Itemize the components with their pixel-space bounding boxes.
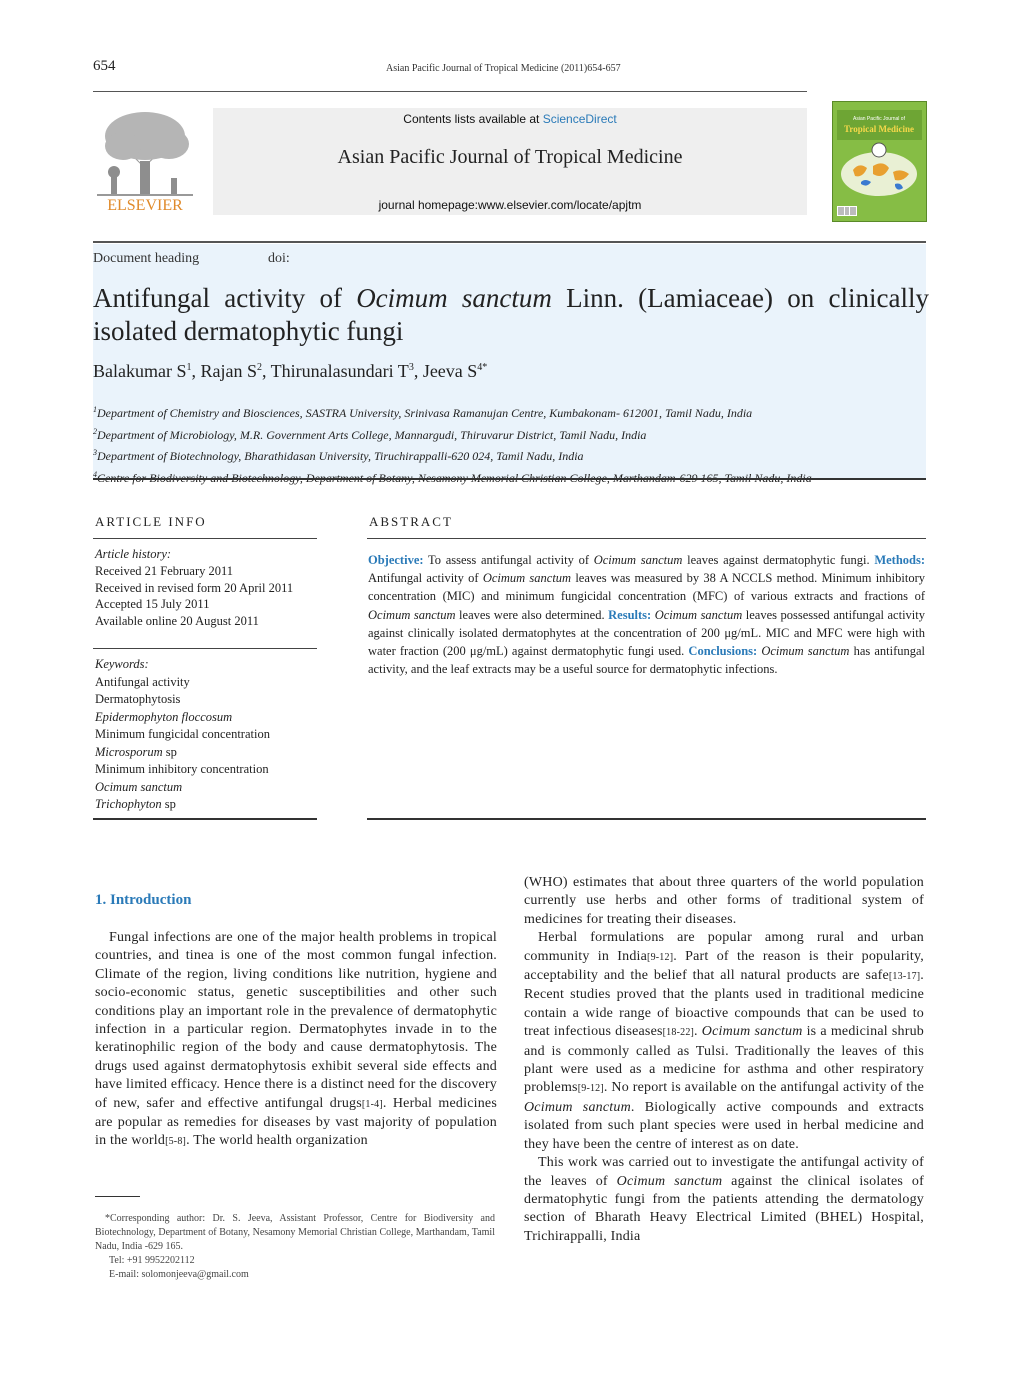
- intro-text: Fungal infections are one of the major health problems in tropical countries, and tinea is one of the most common fungal infection. Climate of the region, living conditions like nutrition, hygiene and socio-economic status, genetic susceptibilities and other such conditions play an important role in the prevalence of dermatophytic infection in a particular region. Dermatophytes invade in to the keratinophilic region of the body and cause dermatophytosis. The drugs used against dermatophytosis exhibit several side effects and have limited efficacy. Hence there is a distinct need for the discovery of new, safer and effective antifungal drugs: [95, 930, 497, 1111]
- journal-homepage[interactable]: journal homepage:www.elsevier.com/locate/apjtm: [378, 198, 642, 212]
- keyword-text: Trichophyton: [95, 797, 162, 811]
- objective-label: Objective:: [368, 553, 424, 567]
- affiliation-sup: 2: [93, 426, 97, 436]
- author-2-sup: 2: [256, 362, 262, 373]
- keyword-text: Epidermophyton floccosum: [95, 709, 233, 724]
- intro-text: is a medicinal shrub and is commonly called as Tulsi. Traditionally the leaves of this plant were used as a medicine for asthma and other respiratory problems: [524, 1024, 924, 1096]
- intro-right-column: [524, 874, 924, 1246]
- author-3: Thirunalasundari T: [270, 361, 409, 381]
- author-4-sup: 4*: [477, 362, 488, 373]
- history-item: Accepted 15 July 2011: [95, 597, 210, 612]
- cover-art-icon: [833, 102, 926, 221]
- abstract-text: has antifungal activity, and the leaf extracts may be a useful source for dermatophytic infections.: [368, 644, 926, 677]
- keyword-suffix: sp: [161, 797, 176, 811]
- keyword: [95, 796, 270, 814]
- author-list: Balakumar $S^1$, Rajan $S^2$, Thirunalasundari $T^3$, Jeeva $S^{4*}$: [93, 361, 488, 381]
- author-1: Balakumar S: [93, 361, 187, 381]
- history-item: Received 21 February 2011: [95, 563, 234, 578]
- article-history: [95, 546, 293, 630]
- intro-text: . Part of the reason is their popularity, acceptability and the belief that all natural products are safe: [524, 948, 924, 984]
- intro-paragraph: (WHO) estimates that about three quarters of the world population currently use herbs and other forms of traditional system of medicines for treating their diseases.: [524, 875, 924, 927]
- keyword: Dermatophytosis: [95, 692, 181, 706]
- keyword: Minimum fungicidal concentration: [95, 727, 270, 741]
- history-item: Available online 20 August 2011: [95, 614, 259, 629]
- author-1-sup: 1: [186, 362, 192, 373]
- journal-header-box: [213, 108, 807, 215]
- title-part2: Linn. (Lamiaceae) on clinically isolated dermatophytic fungi: [93, 283, 929, 346]
- intro-text: . The world health organization: [186, 1133, 368, 1149]
- intro-text: This work was carried out to investigate the antifungal activity of the leaves of: [524, 1155, 924, 1189]
- species-name: Ocimum sanctum: [701, 1024, 803, 1040]
- article-info-heading: ARTICLE INFO: [95, 514, 207, 529]
- svg-text:Tropical Medicine: Tropical Medicine: [844, 124, 914, 134]
- section-rule: [93, 241, 926, 243]
- species-name: Ocimum sanctum: [524, 1099, 631, 1115]
- article-title: [93, 282, 929, 348]
- contents-prefix: Contents lists available at: [403, 112, 543, 126]
- citation[interactable]: [13-17]: [888, 971, 921, 983]
- corresponding-author: *Corresponding author: Dr. S. Jeeva, Assistant Professor, Centre for Biodiversity and Biotechnology, Department of Botany, Nesamony Memorial Christian College, Marthandam, Tamil Nadu, India -629 165.: [95, 1213, 495, 1252]
- keyword: [95, 744, 270, 762]
- citation[interactable]: [1-4]: [361, 1098, 383, 1110]
- intro-text: . Herbal medicines are popular as remedies for diseases by vast majority of population in the world: [95, 1095, 497, 1149]
- intro-text: . No report is available on the antifungal activity of the: [603, 1080, 924, 1096]
- abstract-heading: ABSTRACT: [369, 514, 453, 529]
- affiliation-text: Department of Microbiology, M.R. Government Arts College, Mannargudi, Thiruvarur District, Tamil Nadu, India: [97, 427, 647, 442]
- species-name: Ocimum sanctum: [654, 607, 743, 622]
- affiliations: [93, 401, 933, 487]
- keyword-text: Ocimum sanctum: [95, 779, 183, 794]
- intro-text: . Biologically active compounds and extracts isolated from such plant species were used in herbal medicine and they have been the centre of interest as on date.: [524, 1099, 924, 1152]
- document-heading: Document heading: [93, 251, 200, 266]
- telephone: Tel: +91 9952202112: [109, 1255, 195, 1266]
- elsevier-tree-icon: [93, 106, 197, 214]
- abstract-rule: [367, 538, 926, 539]
- corresponding-author-footnote: [95, 1212, 495, 1282]
- running-head: Asian Pacific Journal of Tropical Medicine (2011)654-657: [386, 63, 621, 74]
- affiliation: [93, 466, 933, 488]
- journal-cover-image: [832, 101, 927, 222]
- elsevier-logo: [93, 106, 197, 214]
- history-rule: [93, 648, 317, 649]
- results-label: Results:: [608, 607, 652, 622]
- intro-text: .: [694, 1024, 702, 1040]
- journal-title: Asian Pacific Journal of Tropical Medicine: [337, 146, 683, 168]
- affiliation-sup: 4: [93, 469, 97, 479]
- keywords-bottom-rule: [93, 818, 317, 820]
- abstract-text: leaves was measured by 38 A NCCLS method. Minimum inhibitory concentration (MIC) and minimum fungicidal concentration (MFC) of various extracts and fractions of: [368, 571, 925, 604]
- abstract-text: leaves were also determined.: [455, 607, 605, 622]
- affiliation-sup: 1: [93, 405, 97, 414]
- keyword: Antifungal activity: [95, 674, 190, 689]
- title-species: Ocimum sanctum: [356, 283, 552, 313]
- affiliation: [93, 423, 933, 445]
- affiliation-text: Department of Chemistry and Biosciences, SASTRA University, Srinivasa Ramanujan Centre, Kumbakonam- 612001, Tamil Nadu, India: [97, 406, 753, 420]
- history-item: Received in revised form 20 April 2011: [95, 580, 294, 595]
- title-part1: Antifungal activity of: [93, 283, 357, 313]
- intro-paragraph: [524, 1154, 924, 1246]
- affiliation: [93, 401, 933, 423]
- author-2: Rajan S: [200, 361, 257, 381]
- email[interactable]: E-mail: solomonjeeva@gmail.com: [109, 1269, 249, 1280]
- abstract-text: leaves against dermatophytic fungi.: [682, 553, 870, 567]
- abstract-text: leaves possessed antifungal activity against clinically isolated dermatophytes at the concentration of 200 μg/mL. MIC and MFC were high with water fraction (200 μg/mL) against dermatophytic fungi used.: [368, 607, 925, 659]
- species-name: Ocimum sanctum: [616, 1173, 723, 1189]
- intro-paragraph: [524, 929, 924, 1154]
- sciencedirect-link[interactable]: ScienceDirect: [542, 112, 617, 126]
- species-name: Ocimum sanctum: [368, 607, 456, 622]
- keywords: [95, 656, 270, 814]
- intro-text: against the clinical isolates of dermatophytic fungi from the patients attending the dermatology section of Bharath Heavy Electrical Limited (BHEL) Hospital, Trichirappalli, India: [524, 1173, 924, 1244]
- citation[interactable]: [18-22]: [662, 1027, 695, 1039]
- contents-line: [213, 112, 807, 126]
- species-name: Ocimum sanctum: [761, 644, 850, 659]
- elsevier-wordmark: ELSEVIER: [107, 197, 183, 214]
- species-name: Ocimum sanctum: [593, 553, 683, 567]
- keyword-text: Microsporum: [95, 744, 163, 759]
- introduction-heading: 1. Introduction: [95, 892, 192, 908]
- abstract-text: Antifungal activity of: [368, 571, 483, 586]
- article-info-rule: [93, 538, 317, 539]
- intro-text: Herbal formulations are popular among rural and urban community in India: [524, 930, 924, 964]
- panel-bottom-rule: [93, 478, 926, 480]
- history-label: Article history:: [95, 547, 172, 561]
- citation[interactable]: [5-8]: [165, 1136, 187, 1148]
- doi-label: doi:: [268, 251, 290, 266]
- keyword-suffix: sp: [162, 744, 177, 759]
- footnote-rule: [95, 1196, 140, 1197]
- affiliation: [93, 444, 933, 466]
- page-number: 654: [93, 58, 116, 74]
- author-3-sup: 3: [408, 362, 414, 373]
- affiliation-text: Department of Biotechnology, Bharathidasan University, Tiruchirappalli-620 024, Tamil Nadu, India: [97, 449, 584, 463]
- intro-paragraph: [95, 929, 497, 1152]
- keyword: Minimum inhibitory concentration: [95, 762, 269, 776]
- affiliation-sup: 3: [93, 448, 97, 457]
- abstract-text: To assess antifungal activity of: [423, 553, 594, 567]
- methods-label: Methods:: [874, 553, 926, 567]
- author-4: Jeeva S: [422, 361, 478, 381]
- conclusions-label: Conclusions:: [688, 644, 758, 659]
- intro-left-column: [95, 929, 497, 1152]
- citation[interactable]: [9-12]: [647, 951, 674, 963]
- keyword: [95, 779, 270, 797]
- svg-text:Asian Pacific Journal of: Asian Pacific Journal of: [853, 116, 905, 122]
- abstract-body: [368, 551, 925, 678]
- keywords-label: Keywords:: [95, 657, 149, 671]
- keyword: [95, 709, 270, 727]
- top-rule: [93, 91, 807, 92]
- intro-text: . Recent studies proved that the plants used in traditional medicine contain a wide range of bioactive compounds that can be used to treat infectious diseases: [524, 968, 924, 1040]
- species-name: Ocimum sanctum: [482, 571, 572, 586]
- citation[interactable]: [9-12]: [577, 1083, 604, 1095]
- abstract-bottom-rule: [367, 818, 926, 820]
